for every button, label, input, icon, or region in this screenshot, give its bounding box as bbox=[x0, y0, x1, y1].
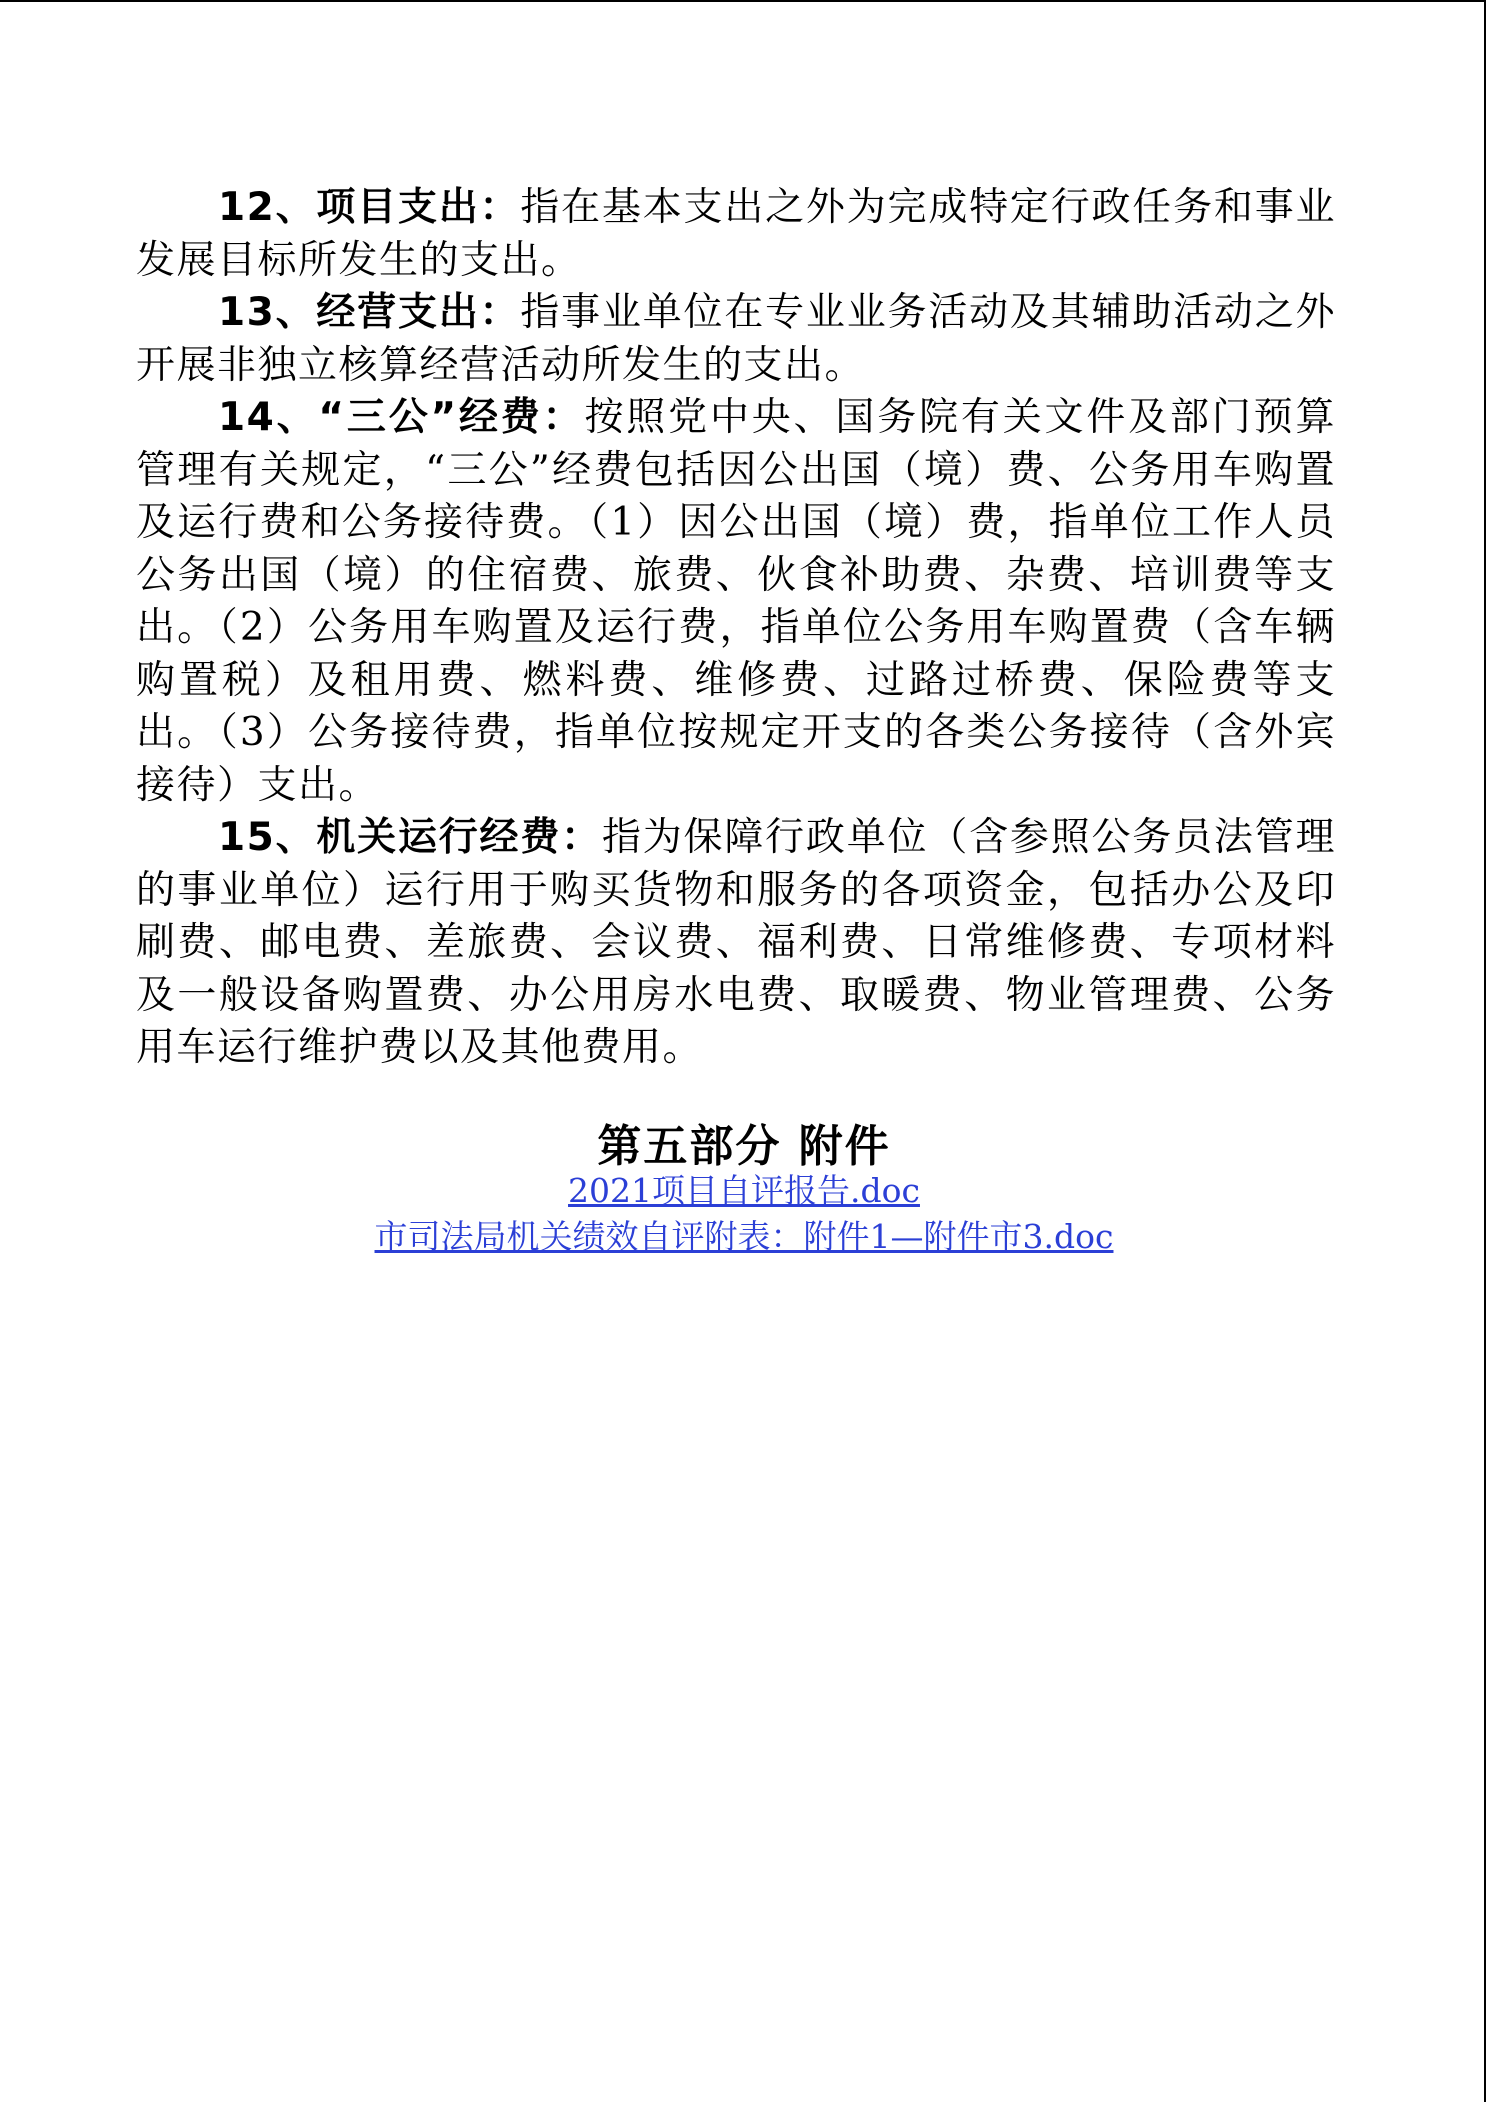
definition-text: 指事业单位在专业业务活动及其辅助活动之外开展非独立核算经营活动所发生的支出。 bbox=[136, 290, 1336, 388]
definition-text: 指在基本支出之外为完成特定行政任务和事业发展目标所发生的支出。 bbox=[136, 185, 1336, 283]
definition-item-15 bbox=[136, 812, 1336, 1075]
definition-text: 指为保障行政单位（含参照公务员法管理的事业单位）运行用于购买货物和服务的各项资金，包括办公及印刷费、邮电费、差旅费、会议费、福利费、日常维修费、专项材料及一般设备购置费、办公用房水电费、取暖费、物业管理费、公务用车运行维护费以及其他费用。 bbox=[136, 815, 1336, 1070]
definition-term: 14、“三公”经费： bbox=[218, 395, 585, 440]
definitions-list bbox=[136, 182, 1336, 1075]
definition-text: 按照党中央、国务院有关文件及部门预算管理有关规定，“三公”经费包括因公出国（境）费、公务用车购置及运行费和公务接待费。（1）因公出国（境）费，指单位工作人员公务出国（境）的住宿费、旅费、伙食补助费、杂费、培训费等支出。（2）公务用车购置及运行费，指单位公务用车购置费（含车辆购置税）及租用费、燃料费、维修费、过路过桥费、保险费等支出。（3）公务接待费，指单位按规定开支的各类公务接待（含外宾接待）支出。 bbox=[136, 395, 1336, 808]
section-heading: 第五部分 附件 bbox=[597, 1121, 891, 1172]
attachment-link-project-report[interactable]: 2021项目自评报告.doc bbox=[568, 1171, 920, 1210]
attachment-link-performance-table[interactable]: 市司法局机关绩效自评附表：附件1—附件市3.doc bbox=[374, 1217, 1114, 1256]
definition-item-12 bbox=[136, 182, 1336, 287]
definition-term: 15、机关运行经费： bbox=[218, 815, 602, 860]
definition-term: 13、经营支出： bbox=[218, 290, 521, 335]
attachment-list bbox=[0, 1168, 1488, 1260]
definition-item-13 bbox=[136, 287, 1336, 392]
definition-item-14 bbox=[136, 392, 1336, 812]
definition-term: 12、项目支出： bbox=[218, 185, 521, 230]
